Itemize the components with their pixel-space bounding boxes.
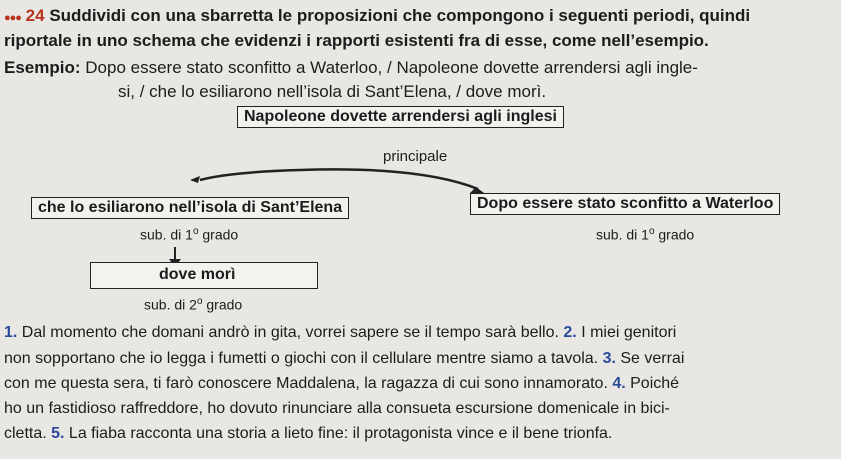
sentence-line-3: con me questa sera, ti farò conoscere Maddalena, la ragazza di cui sono innamorato. 4. Poiché	[4, 375, 680, 392]
left-subordinate-box: che lo esiliarono nell’isola di Sant’Elena	[31, 197, 349, 219]
bottom-subordinate-text: dove morì	[159, 266, 236, 283]
left-subordinate-label: sub. di 1$^o$ grado	[140, 226, 239, 243]
bottom-subordinate-box	[90, 262, 318, 289]
sentence-line-1: 1. Dal momento che domani andrò in gita, vorrei sapere se il tempo sarà bello. 2. I miei genitori	[4, 324, 677, 341]
arrow-head-left	[190, 176, 200, 183]
example-line-2: si, / che lo esiliarono nell’isola di Sant’Elena, / dove morì.	[118, 82, 547, 101]
arrow-curve	[200, 169, 478, 189]
instruction-line-1: Suddividi con una sbarretta le proposizioni che compongono i seguenti periodi, quindi	[49, 6, 751, 25]
exercise-number: 24	[25, 6, 45, 25]
sentence-line-2: non sopportano che io legga i fumetti o giochi con il cellulare mentre siamo a tavola. 3. Se verrai	[4, 350, 685, 367]
difficulty-dots: ●●●	[4, 12, 21, 24]
sentence-line-4: ho un fastidioso raffreddore, ho dovuto rinunciare alla consueta escursione domenicale in bici-	[4, 400, 670, 417]
bottom-subordinate-label: sub. di 2$^o$ grado	[144, 296, 243, 313]
sentence-line-5: cletta. 5. La fiaba racconta una storia a lieto fine: il protagonista vince e il bene trionfa.	[4, 425, 613, 442]
main-clause-box: Napoleone dovette arrendersi agli inglesi	[237, 106, 564, 128]
main-clause-label: principale	[383, 148, 448, 165]
instruction-line-2: riportale in uno schema che evidenzi i rapporti esistenti fra di esse, come nell’esempio.	[4, 31, 709, 50]
right-subordinate-label: sub. di 1$^o$ grado	[596, 226, 695, 243]
example-text-1: Dopo essere stato sconfitto a Waterloo, / Napoleone dovette arrendersi agli ingle-	[85, 58, 698, 77]
example-label: Esempio:	[4, 58, 81, 77]
right-subordinate-box: Dopo essere stato sconfitto a Waterloo	[470, 193, 780, 215]
